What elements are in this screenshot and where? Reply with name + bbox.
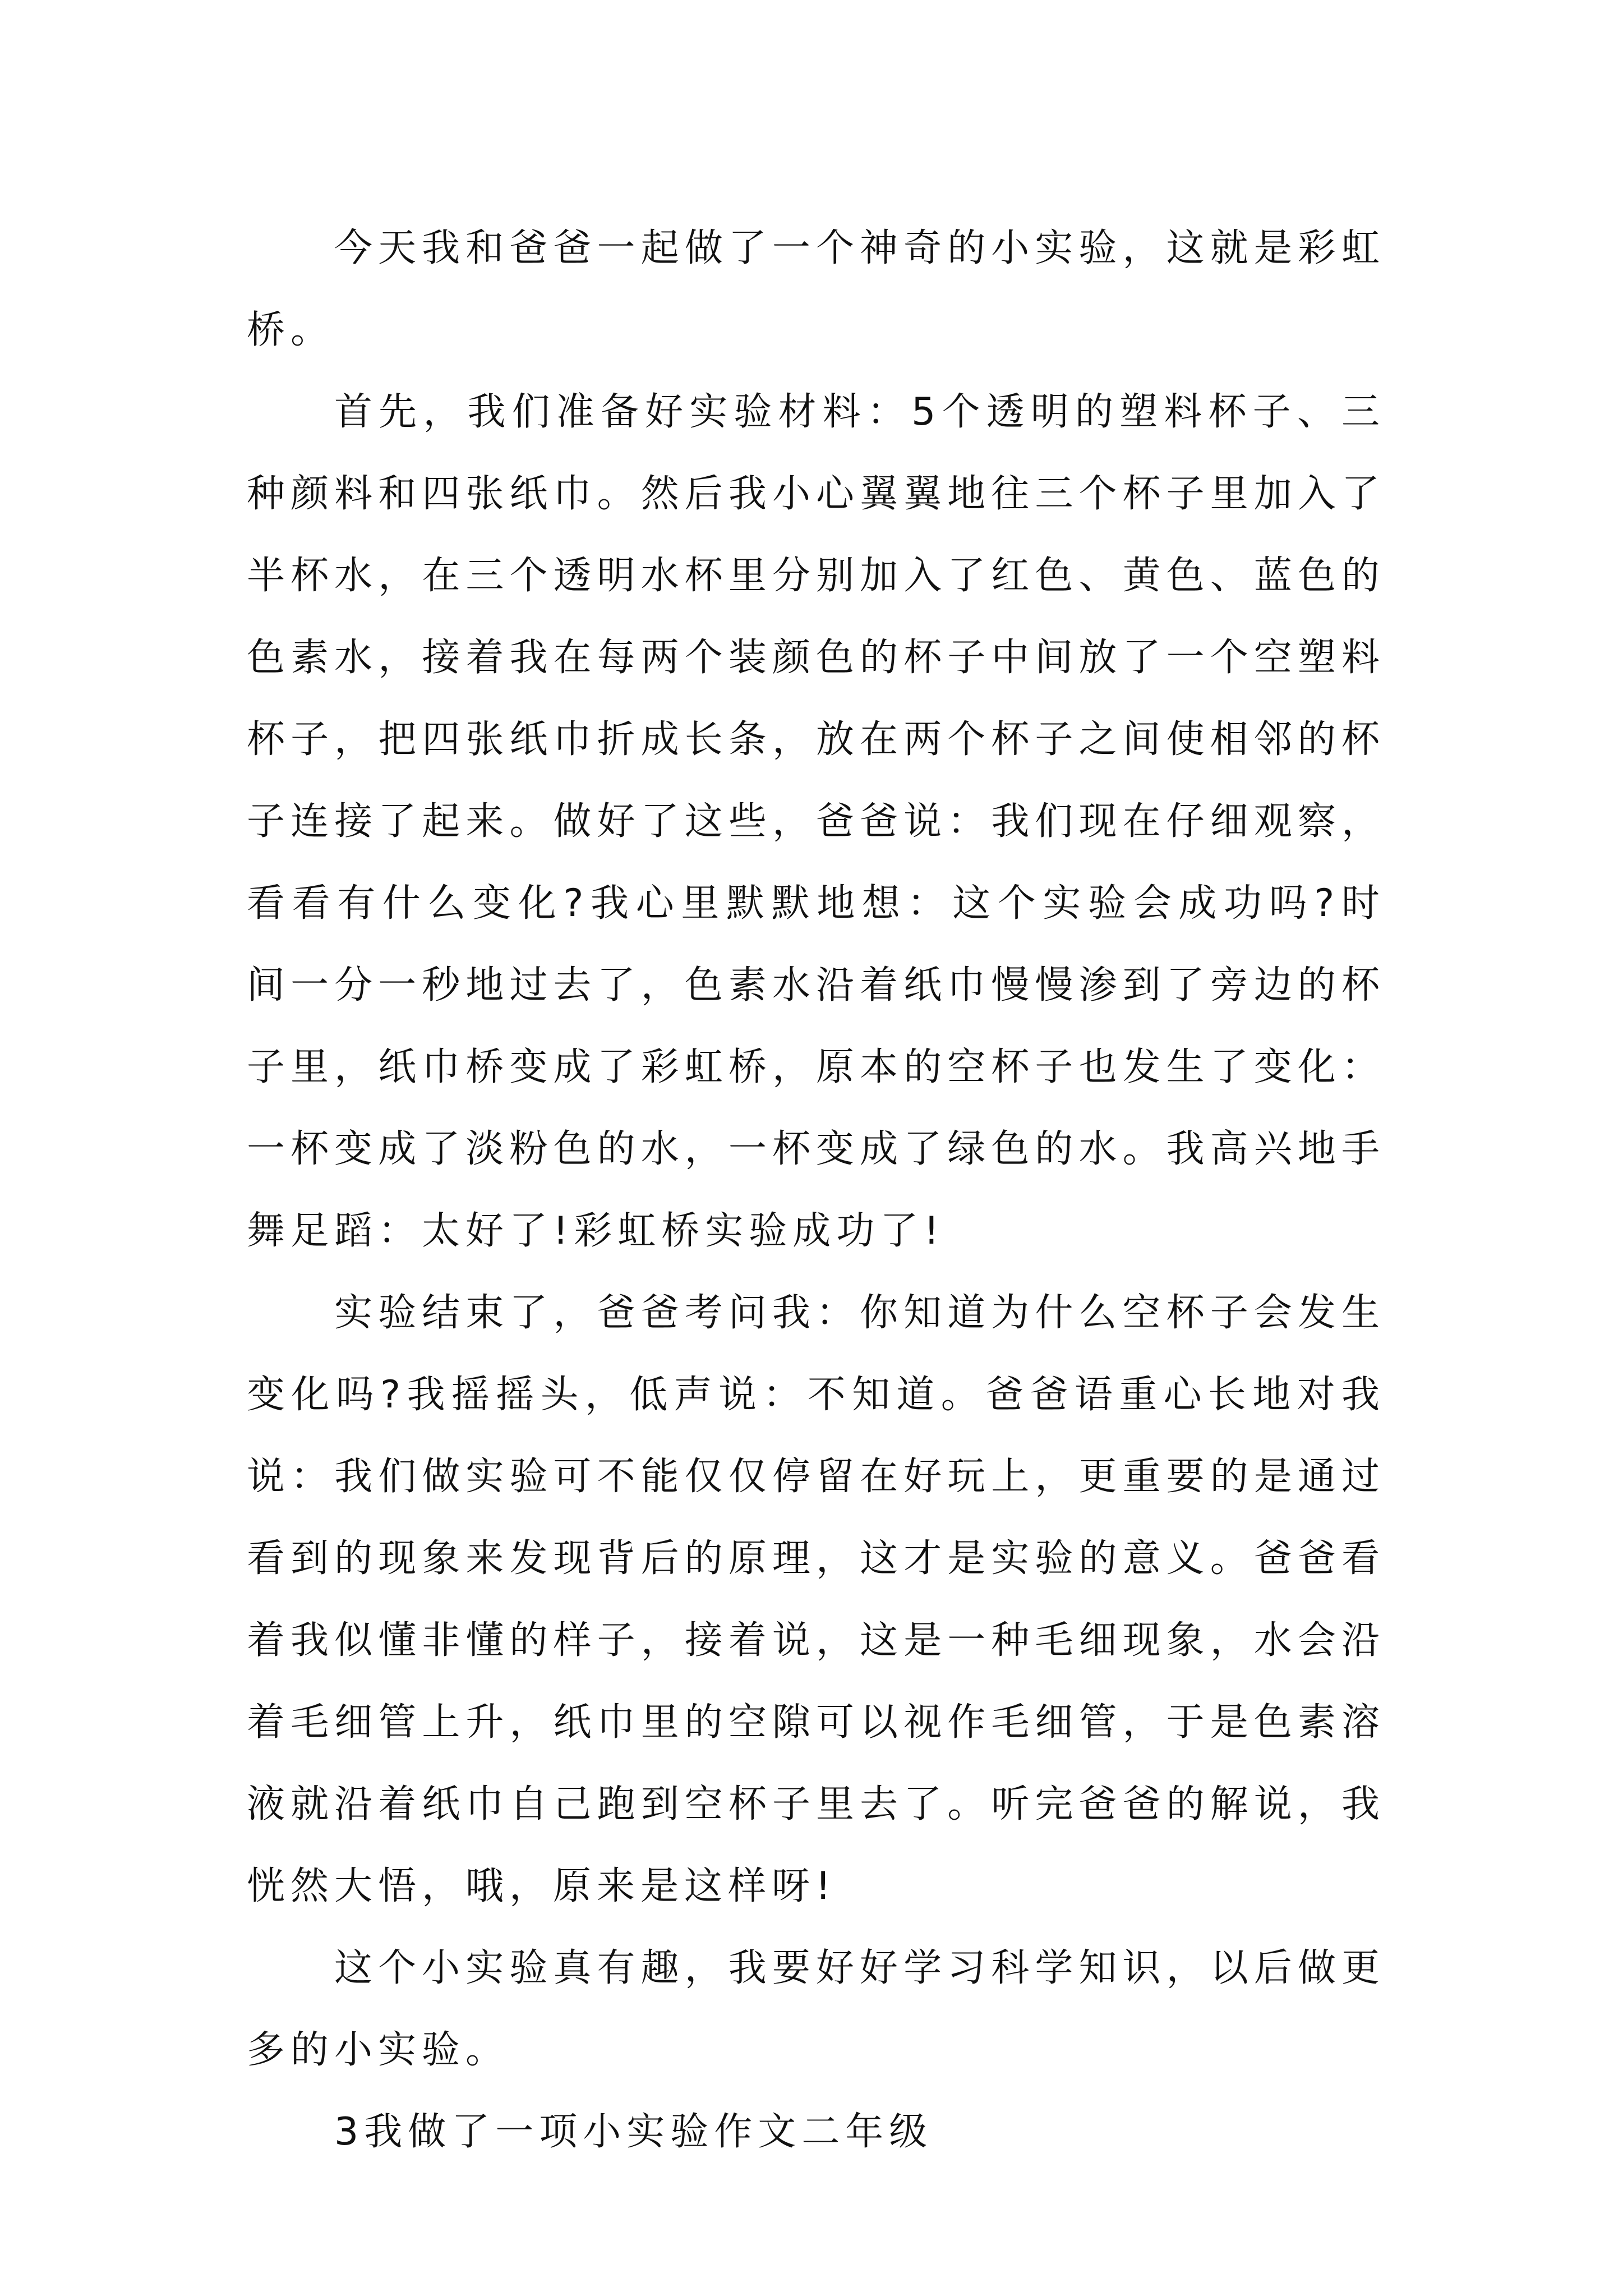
document-body (247, 208, 1385, 2173)
paragraph-procedure: 首先，我们准备好实验材料：5个透明的塑料杯子、三种颜料和四张纸巾。然后我小心翼翼地往三个杯子里加入了半杯水，在三个透明水杯里分别加入了红色、黄色、蓝色的色素水，接着我在每两个装颜色的杯子中间放了一个空塑料杯子，把四张纸巾折成长条，放在两个杯子之间使相邻的杯子连接了起来。做好了这些，爸爸说：我们现在仔细观察，看看有什么变化?我心里默默地想：这个实验会成功吗?时间一分一秒地过去了，色素水沿着纸巾慢慢渗到了旁边的杯子里，纸巾桥变成了彩虹桥，原本的空杯子也发生了变化：一杯变成了淡粉色的水，一杯变成了绿色的水。我高兴地手舞足蹈：太好了!彩虹桥实验成功了! (247, 390, 1385, 1253)
paragraph-explanation: 实验结束了，爸爸考问我：你知道为什么空杯子会发生变化吗?我摇摇头，低声说：不知道。爸爸语重心长地对我说：我们做实验可不能仅仅停留在好玩上，更重要的是通过看到的现象来发现背后的原理，这才是实验的意义。爸爸看着我似懂非懂的样子，接着说，这是一种毛细现象，水会沿着毛细管上升，纸巾里的空隙可以视作毛细管，于是色素溶液就沿着纸巾自己跑到空杯子里去了。听完爸爸的解说，我恍然大悟，哦，原来是这样呀! (247, 1291, 1385, 1908)
paragraph-intro: 今天我和爸爸一起做了一个神奇的小实验，这就是彩虹桥。 (247, 226, 1385, 352)
next-essay-heading: 3我做了一项小实验作文二年级 (334, 2110, 933, 2154)
paragraph-conclusion: 这个小实验真有趣，我要好好学习科学知识，以后做更多的小实验。 (247, 1946, 1385, 2072)
